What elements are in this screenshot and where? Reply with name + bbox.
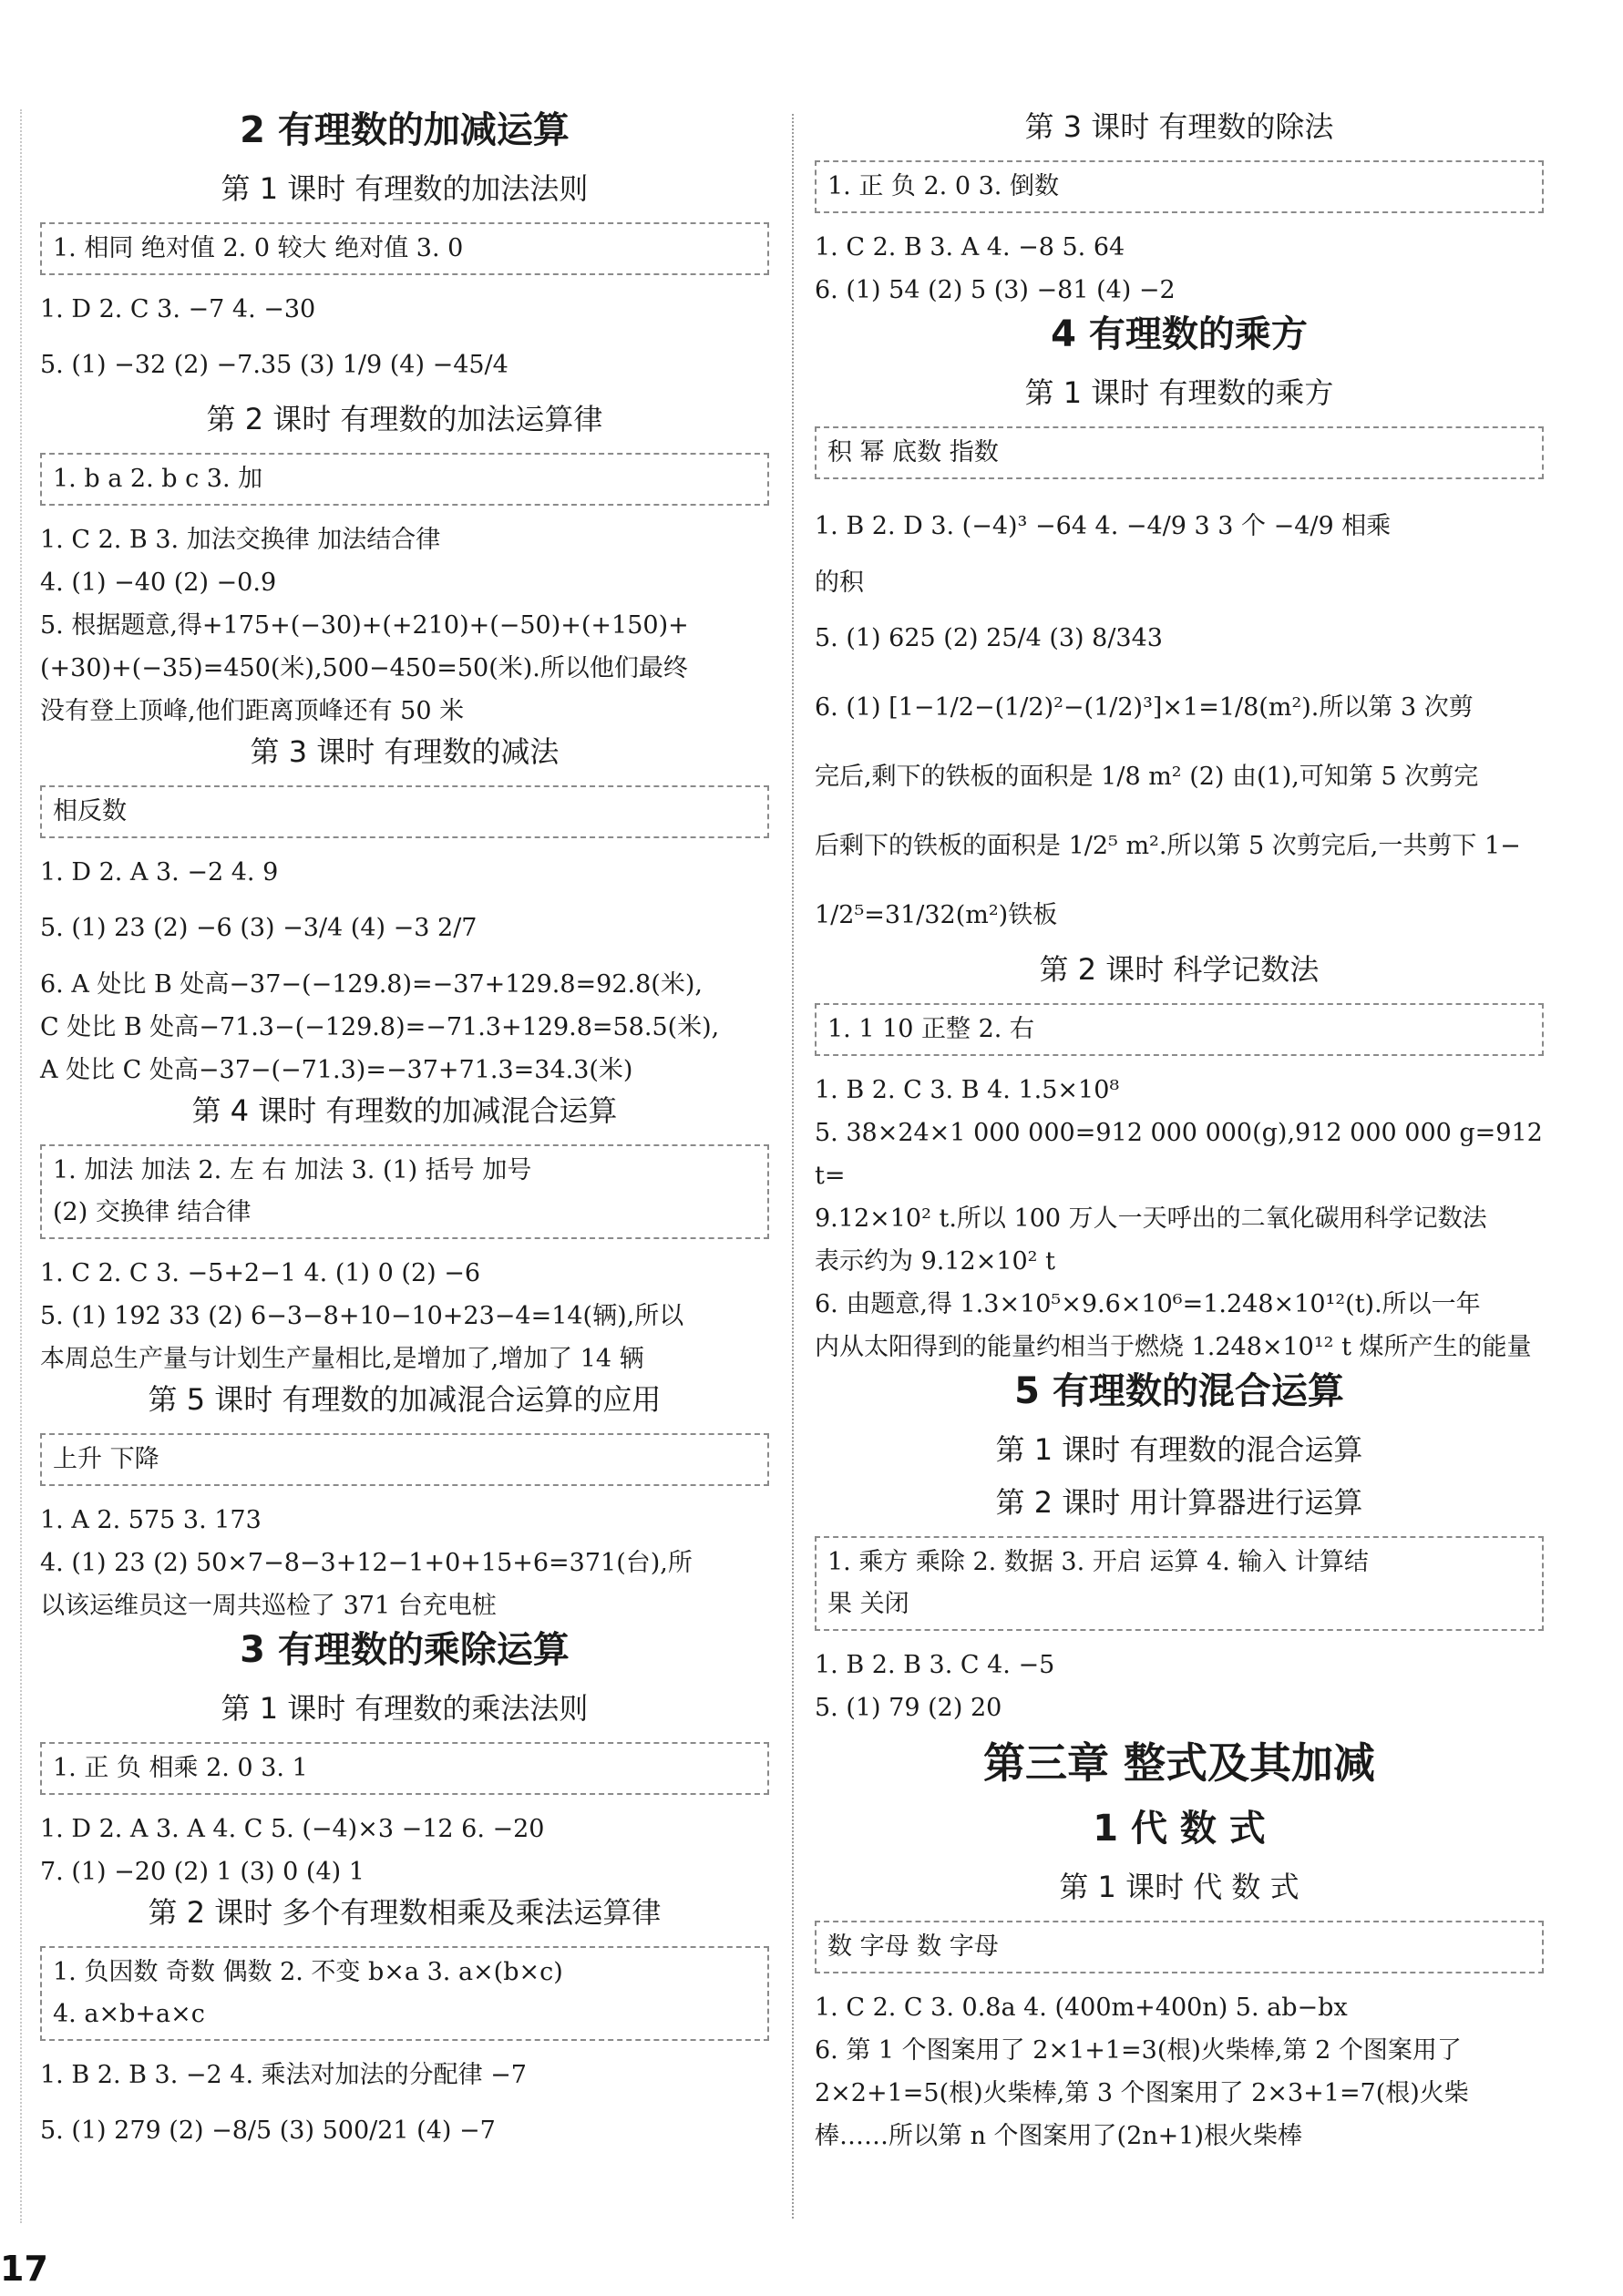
lesson-title: 第 2 课时 用计算器进行运算: [995, 1485, 1363, 1520]
answer-line: (+30)+(−35)=450(米),500−450=50(米).所以他们最终: [40, 654, 688, 682]
answer-line: 5. (1) 625 (2) 25/4 (3) 8/343: [815, 624, 1163, 652]
answer-line: 1/2⁵=31/32(m²)铁板: [815, 901, 1058, 929]
fill-in-answer-box: [815, 426, 1544, 479]
box-line: (2) 交换律 结合律: [53, 1198, 252, 1226]
fill-in-answer-box: [815, 1003, 1544, 1056]
section-title: 1 代 数 式: [1093, 1808, 1266, 1850]
answer-line: 4. (1) −40 (2) −0.9: [40, 569, 277, 597]
lesson-title: 第 2 课时 多个有理数相乘及乘法运算律: [148, 1895, 662, 1930]
answer-line: 内从太阳得到的能量约相当于燃烧 1.248×10¹² t 煤所产生的能量: [815, 1333, 1532, 1361]
answer-line: 5. (1) 279 (2) −8/5 (3) 500/21 (4) −7: [40, 2117, 496, 2145]
lesson-title: 第 1 课时 代 数 式: [1059, 1870, 1299, 1904]
answer-line: 完后,剩下的铁板的面积是 1/8 m² (2) 由(1),可知第 5 次剪完: [815, 763, 1479, 791]
box-line: 1. 正 负 相乘 2. 0 3. 1: [53, 1754, 308, 1782]
answer-line: 1. B 2. C 3. B 4. 1.5×10⁸: [815, 1076, 1120, 1104]
lesson-title: 第 1 课时 有理数的加法法则: [221, 171, 589, 206]
answer-line: 没有登上顶峰,他们距离顶峰还有 50 米: [40, 697, 465, 725]
answer-line: 6. (1) [1−1/2−(1/2)²−(1/2)³]×1=1/8(m²).所以第 3 次剪: [815, 693, 1474, 722]
lesson-title: 第 3 课时 有理数的减法: [250, 734, 560, 769]
answer-line: 9.12×10² t.所以 100 万人一天呼出的二氧化碳用科学记数法: [815, 1204, 1487, 1233]
answer-line: 1. C 2. C 3. 0.8a 4. (400m+400n) 5. ab−bx: [815, 1994, 1348, 2022]
answer-line: 4. (1) 23 (2) 50×7−8−3+12−1+0+15+6=371(台),所: [40, 1549, 693, 1577]
box-line: 4. a×b+a×c: [53, 2000, 205, 2028]
chapter-title: 第三章 整式及其加减: [982, 1738, 1375, 1788]
lesson-title: 第 5 课时 有理数的加减混合运算的应用: [148, 1382, 662, 1417]
answer-line: 1. B 2. B 3. C 4. −5: [815, 1651, 1055, 1679]
lesson-title: 第 2 课时 有理数的加法运算律: [206, 402, 603, 436]
answer-line: 5. (1) 79 (2) 20: [815, 1694, 1002, 1722]
answer-line: 5. 38×24×1 000 000=912 000 000(g),912 000 000 g=912 t=: [815, 1119, 1543, 1190]
fill-in-answer-box: [815, 1921, 1544, 1973]
section-title: 3 有理数的乘除运算: [240, 1629, 570, 1671]
box-line: 果 关闭: [827, 1590, 909, 1618]
answer-line: 6. A 处比 B 处高−37−(−129.8)=−37+129.8=92.8(米),: [40, 970, 703, 999]
answer-line: 1. B 2. B 3. −2 4. 乘法对加法的分配律 −7: [40, 2061, 527, 2089]
lesson-title: 第 2 课时 科学记数法: [1039, 952, 1320, 987]
fill-in-answer-box: [40, 222, 769, 275]
section-title: 5 有理数的混合运算: [1014, 1370, 1344, 1412]
answer-line: 5. 根据题意,得+175+(−30)+(+210)+(−50)+(+150)+: [40, 611, 689, 640]
box-line: 上升 下降: [53, 1445, 159, 1473]
fill-in-answer-box: [40, 453, 769, 506]
answer-line: 6. 第 1 个图案用了 2×1+1=3(根)火柴棒,第 2 个图案用了: [815, 2036, 1462, 2065]
answer-line: 1. A 2. 575 3. 173: [40, 1506, 262, 1534]
answer-line: 的积: [815, 569, 864, 597]
answer-line: 以该运维员这一周共巡检了 371 台充电桩: [40, 1592, 497, 1620]
answer-line: 5. (1) 23 (2) −6 (3) −3/4 (4) −3 2/7: [40, 914, 478, 942]
answer-line: 本周总生产量与计划生产量相比,是增加了,增加了 14 辆: [40, 1345, 644, 1373]
fill-in-answer-box: [40, 1144, 769, 1239]
answer-line: 1. C 2. B 3. 加法交换律 加法结合律: [40, 526, 441, 554]
answer-line: 1. D 2. A 3. −2 4. 9: [40, 858, 279, 887]
page-number: 17: [0, 2249, 48, 2289]
box-line: 1. 加法 加法 2. 左 右 加法 3. (1) 括号 加号: [53, 1156, 532, 1184]
box-line: 积 幂 底数 指数: [827, 438, 999, 466]
answer-line: 6. (1) 54 (2) 5 (3) −81 (4) −2: [815, 276, 1176, 304]
answer-line: 1. C 2. B 3. A 4. −8 5. 64: [815, 233, 1125, 261]
box-line: 1. 负因数 奇数 偶数 2. 不变 b×a 3. a×(b×c): [53, 1958, 563, 1986]
left-column: [40, 108, 769, 2166]
column-divider: [792, 114, 794, 2219]
answer-line: A 处比 C 处高−37−(−71.3)=−37+71.3=34.3(米): [40, 1056, 633, 1084]
answer-line: 表示约为 9.12×10² t: [815, 1247, 1055, 1276]
box-line: 1. 1 10 正整 2. 右: [827, 1015, 1034, 1043]
left-margin-rule: [20, 109, 22, 2223]
box-line: 1. 正 负 2. 0 3. 倒数: [827, 172, 1059, 200]
lesson-title: 第 3 课时 有理数的除法: [1024, 109, 1334, 144]
answer-line: 5. (1) −32 (2) −7.35 (3) 1/9 (4) −45/4: [40, 351, 508, 379]
box-line: 相反数: [53, 797, 127, 825]
fill-in-answer-box: [40, 1742, 769, 1795]
right-column: [815, 108, 1544, 2158]
answer-line: 6. 由题意,得 1.3×10⁵×9.6×10⁶=1.248×10¹²(t).所以一年: [815, 1290, 1481, 1318]
section-title: 4 有理数的乘方: [1051, 313, 1308, 355]
answer-line: 后剩下的铁板的面积是 1/2⁵ m².所以第 5 次剪完后,一共剪下 1−: [815, 832, 1521, 860]
answer-line: 1. D 2. A 3. A 4. C 5. (−4)×3 −12 6. −20: [40, 1815, 545, 1843]
fill-in-answer-box: [40, 785, 769, 838]
section-title: 2 有理数的加减运算: [240, 109, 570, 151]
fill-in-answer-box: [815, 1536, 1544, 1631]
box-line: 1. b a 2. b c 3. 加: [53, 465, 263, 493]
box-line: 数 字母 数 字母: [827, 1932, 999, 1961]
fill-in-answer-box: [40, 1433, 769, 1486]
box-line: 1. 乘方 乘除 2. 数据 3. 开启 运算 4. 输入 计算结: [827, 1548, 1369, 1576]
lesson-title: 第 4 课时 有理数的加减混合运算: [191, 1093, 618, 1128]
box-line: 1. 相同 绝对值 2. 0 较大 绝对值 3. 0: [53, 234, 464, 262]
fill-in-answer-box: [815, 160, 1544, 213]
lesson-title: 第 1 课时 有理数的乘法法则: [221, 1691, 589, 1726]
fill-in-answer-box: [40, 1946, 769, 2041]
lesson-title: 第 1 课时 有理数的混合运算: [995, 1432, 1363, 1467]
answer-line: C 处比 B 处高−71.3−(−129.8)=−71.3+129.8=58.5(米),: [40, 1013, 720, 1041]
answer-line: 1. C 2. C 3. −5+2−1 4. (1) 0 (2) −6: [40, 1259, 481, 1287]
answer-line: 5. (1) 192 33 (2) 6−3−8+10−10+23−4=14(辆),所以: [40, 1302, 684, 1330]
answer-line: 7. (1) −20 (2) 1 (3) 0 (4) 1: [40, 1858, 365, 1886]
answer-line: 1. D 2. C 3. −7 4. −30: [40, 295, 316, 323]
answer-line: 2×2+1=5(根)火柴棒,第 3 个图案用了 2×3+1=7(根)火柴: [815, 2079, 1469, 2107]
answer-line: 棒……所以第 n 个图案用了(2n+1)根火柴棒: [815, 2122, 1302, 2150]
lesson-title: 第 1 课时 有理数的乘方: [1024, 375, 1334, 410]
answer-line: 1. B 2. D 3. (−4)³ −64 4. −4/9 3 3 个 −4/9 相乘: [815, 512, 1392, 540]
